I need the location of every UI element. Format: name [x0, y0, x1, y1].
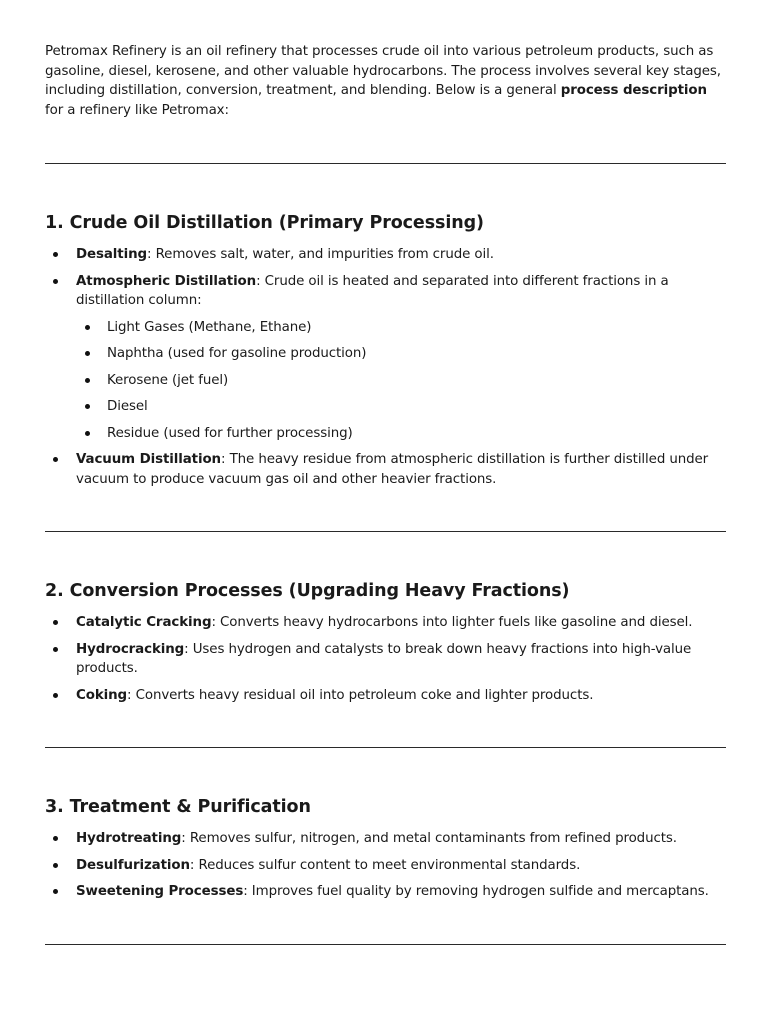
intro-bold-text: process description — [560, 83, 707, 98]
item-desc: : Improves fuel quality by removing hydrogen sulfide and mercaptans. — [243, 884, 709, 899]
item-desc: : Uses hydrogen and catalysts to break down heavy fractions into high-value products. — [76, 641, 692, 676]
section-title-crude-distillation: 1. Crude Oil Distillation (Primary Processing) — [45, 213, 484, 233]
section-divider — [45, 163, 726, 164]
item-desc: : Converts heavy residual oil into petroleum coke and lighter products. — [127, 687, 594, 703]
sublist-item-diesel: Diesel — [76, 397, 726, 417]
list-item-coking — [45, 686, 726, 706]
crude-distillation-list — [45, 245, 726, 489]
intro-text: Petromax Refinery is an oil refinery that processes crude oil into various petroleum products, such as gasoline, diesel, kerosene, and other valuable hydrocarbons. The process involves several key stages, including distillation, conversion, treatment, and blending. Below is a general — [45, 44, 721, 98]
list-item-catalytic-cracking — [45, 613, 726, 633]
item-term: Hydrocracking — [76, 641, 185, 657]
list-item-hydrotreating — [45, 829, 726, 849]
list-item-desulfurization — [45, 856, 726, 876]
item-term: Hydrotreating — [76, 831, 182, 846]
item-desc: : Removes salt, water, and impurities from crude oil. — [147, 247, 494, 262]
item-desc: : Removes sulfur, nitrogen, and metal contaminants from refined products. — [181, 831, 677, 846]
item-term: Atmospheric Distillation — [76, 273, 257, 289]
item-term: Coking — [76, 687, 128, 703]
item-term: Vacuum Distillation — [76, 452, 221, 467]
sublist-item-naphtha: Naphtha (used for gasoline production) — [76, 344, 726, 364]
list-item-hydrocracking — [45, 640, 726, 679]
sublist-item-residue: Residue (used for further processing) — [76, 424, 726, 444]
item-term: Desulfurization — [76, 857, 190, 873]
section-title-treatment: 3. Treatment & Purification — [45, 797, 311, 817]
sublist-item-kerosene: Kerosene (jet fuel) — [76, 371, 726, 391]
sublist-item-light-gases: Light Gases (Methane, Ethane) — [76, 318, 726, 338]
list-item-sweetening — [45, 882, 726, 902]
item-term: Desalting — [76, 247, 148, 262]
list-item-vacuum-distillation — [45, 450, 726, 489]
section-divider — [45, 944, 726, 945]
intro-text-end: for a refinery like Petromax: — [45, 102, 229, 118]
item-desc: : Converts heavy hydrocarbons into lighter fuels like gasoline and diesel. — [211, 615, 693, 630]
intro-paragraph — [45, 42, 726, 120]
item-desc: : Reduces sulfur content to meet environmental standards. — [189, 857, 581, 873]
list-item-atmospheric-distillation — [45, 272, 726, 444]
item-desc: : Crude oil is heated and separated into different fractions in a distillation column: — [76, 273, 669, 308]
section-title-conversion: 2. Conversion Processes (Upgrading Heavy Fractions) — [45, 581, 570, 601]
item-term: Sweetening Processes — [76, 884, 244, 899]
list-item-desalting — [45, 245, 726, 265]
section-divider — [45, 531, 726, 532]
section-divider — [45, 747, 726, 748]
treatment-list — [45, 829, 726, 902]
fractions-sublist — [76, 318, 726, 444]
item-term: Catalytic Cracking — [76, 615, 212, 630]
conversion-list — [45, 613, 726, 705]
item-desc: : The heavy residue from atmospheric distillation is further distilled under vacuum to produce vacuum gas oil and other heavier fractions. — [76, 452, 709, 487]
